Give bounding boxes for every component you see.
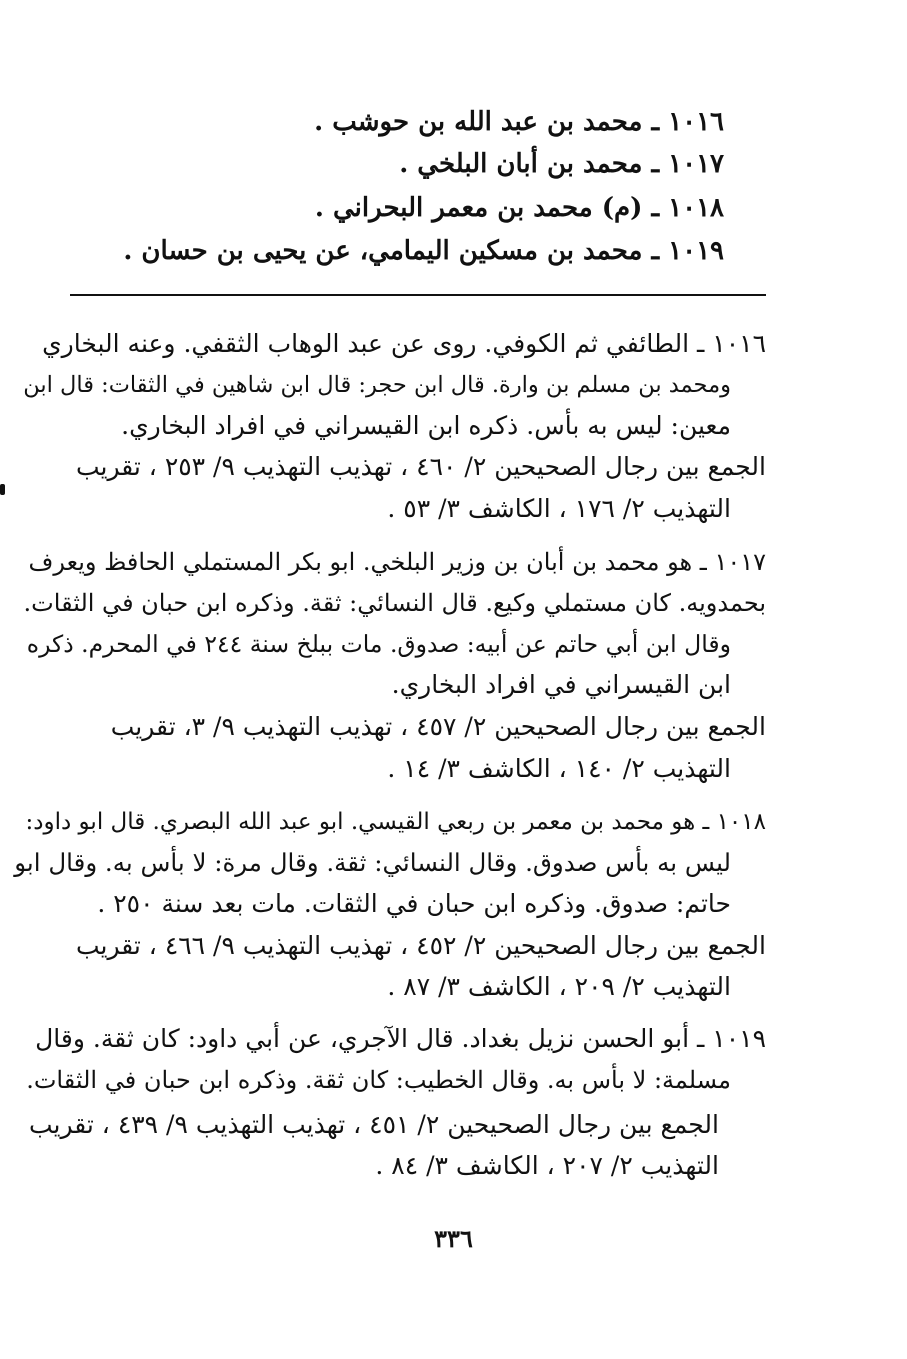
note-line: مسلمة: لا بأس به. وقال الخطيب: كان ثقة. وذكره ابن حبان في الثقات. bbox=[26, 1066, 731, 1094]
note-line: الجمع بين رجال الصحيحين ٢/ ٤٦٠ ، تهذيب التهذيب ٩/ ٢٥٣ ، تقريب bbox=[75, 452, 766, 481]
note-line: الجمع بين رجال الصحيحين ٢/ ٤٥٢ ، تهذيب التهذيب ٩/ ٤٦٦ ، تقريب bbox=[75, 931, 766, 960]
page-number: ٣٣٦ bbox=[434, 1224, 473, 1253]
note-line: حاتم: صدوق. وذكره ابن حبان في الثقات. مات بعد سنة ٢٥٠ . bbox=[97, 889, 731, 918]
note-line: التهذيب ٢/ ٢٠٧ ، الكاشف ٣/ ٨٤ . bbox=[375, 1151, 719, 1180]
note-line: معين: ليس به بأس. ذكره ابن القيسراني في افراد البخاري. bbox=[121, 411, 731, 440]
note-line: ومحمد بن مسلم بن وارة. قال ابن حجر: قال ابن شاهين في الثقات: قال ابن bbox=[23, 372, 731, 398]
heading-1018: ١٠١٨ ـ (م) محمد بن معمر البحراني . bbox=[314, 193, 724, 223]
note-line: بحمدويه. كان مستملي وكيع. قال النسائي: ثقة. وذكره ابن حبان في الثقات. bbox=[23, 589, 766, 617]
note-line: التهذيب ٢/ ٢٠٩ ، الكاشف ٣/ ٨٧ . bbox=[387, 972, 731, 1001]
note-line: الجمع بين رجال الصحيحين ٢/ ٤٥٧ ، تهذيب التهذيب ٩/ ٣، تقريب bbox=[110, 712, 766, 741]
note-line: ١٠١٩ ـ أبو الحسن نزيل بغداد. قال الآجري، عن أبي داود: كان ثقة. وقال bbox=[35, 1024, 766, 1053]
footnote-separator bbox=[70, 294, 766, 296]
heading-1016: ١٠١٦ ـ محمد بن عبد الله بن حوشب . bbox=[314, 107, 724, 137]
heading-1019: ١٠١٩ ـ محمد بن مسكين اليمامي، عن يحيى بن حسان . bbox=[123, 236, 724, 266]
note-line: وقال ابن أبي حاتم عن أبيه: صدوق. مات ببلخ سنة ٢٤٤ في المحرم. ذكره bbox=[26, 630, 731, 658]
margin-ink-mark bbox=[0, 484, 5, 495]
note-line: ١٠١٦ ـ الطائفي ثم الكوفي. روى عن عبد الوهاب الثقفي. وعنه البخاري bbox=[42, 329, 766, 358]
note-line: التهذيب ٢/ ١٧٦ ، الكاشف ٣/ ٥٣ . bbox=[387, 494, 731, 523]
note-line: ١٠١٧ ـ هو محمد بن أبان بن وزير البلخي. ابو بكر المستملي الحافظ ويعرف bbox=[28, 548, 766, 576]
note-line: التهذيب ٢/ ١٤٠ ، الكاشف ٣/ ١٤ . bbox=[387, 754, 731, 783]
note-line: ليس به بأس صدوق. وقال النسائي: ثقة. وقال مرة: لا بأس به. وقال ابو bbox=[14, 848, 731, 877]
note-line: ١٠١٨ ـ هو محمد بن معمر بن ربعي القيسي. ابو عبد الله البصري. قال ابو داود: bbox=[25, 809, 766, 835]
heading-1017: ١٠١٧ ـ محمد بن أبان البلخي . bbox=[399, 149, 724, 179]
note-line: ابن القيسراني في افراد البخاري. bbox=[391, 670, 731, 699]
note-line: الجمع بين رجال الصحيحين ٢/ ٤٥١ ، تهذيب التهذيب ٩/ ٤٣٩ ، تقريب bbox=[28, 1110, 719, 1139]
